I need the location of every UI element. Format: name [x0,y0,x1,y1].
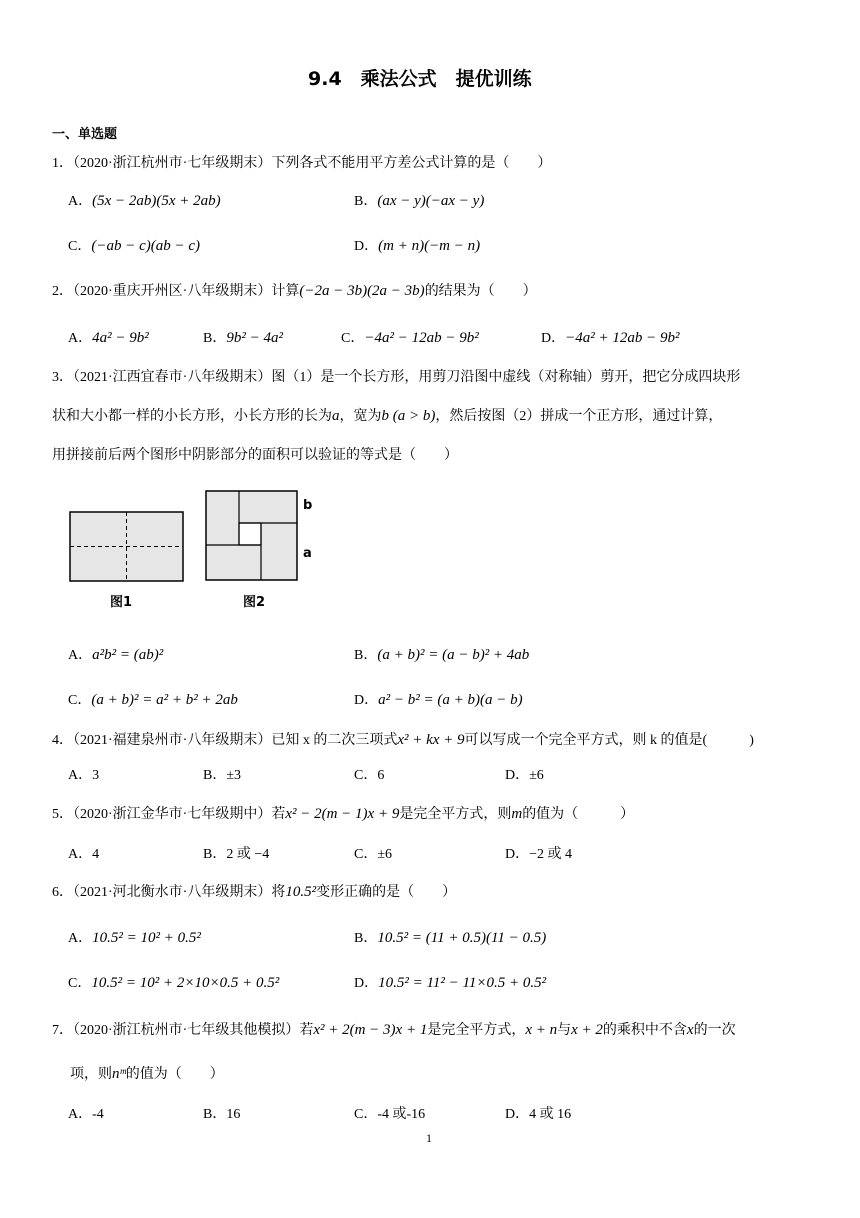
option-expr: (−ab − c)(ab − c) [91,238,201,254]
q1-option-a [68,190,221,210]
q2-option-c [341,327,479,347]
stem-expr: (−2a − 3b)(2a − 3b) [299,283,425,299]
question-5-stem [52,803,634,823]
option-label: B． [354,648,378,663]
question-3-line-2 [52,405,722,425]
stem-text: 项，则 [70,1067,112,1082]
q5-option-b: B．2 或 −4 [203,847,270,862]
question-1-stem: 1．（2020·浙江杭州市·七年级期末）下列各式不能用平方差公式计算的是（ ） [52,156,552,171]
page-title: 9.4 乘法公式 提优训练 [308,68,532,90]
section-heading: 一、单选题 [52,127,118,142]
stem-text: 4．（2021·福建泉州市·八年级期末）已知 x 的二次三项式 [52,733,398,748]
option-expr: (ax − y)(−ax − y) [377,193,485,209]
stem-text: 可以写成一个完全平方式，则 k 的值是( ) [464,733,754,748]
question-3-line-3: 用拼接前后两个图形中阴影部分的面积可以验证的等式是（ ） [52,448,458,463]
q4-option-d: D．±6 [505,768,544,783]
stem-expr: x + 2 [571,1022,603,1038]
q7-option-d: D．4 或 16 [505,1107,572,1122]
option-label: D． [354,693,379,708]
q7-option-b: B．16 [203,1107,241,1122]
option-expr: (a + b)² = (a − b)² + 4ab [377,647,530,663]
stem-text: 的乘积中不含 [602,1023,687,1038]
q6-option-b [354,927,546,947]
q7-option-a: A．-4 [68,1107,104,1122]
q2-option-b [203,327,283,347]
q1-option-d [354,235,480,255]
stem-expr: nᵐ [112,1066,126,1082]
option-label: A． [68,648,93,663]
q3-option-c [68,689,238,709]
q2-option-a [68,327,149,347]
stem-text: 的值为（ ） [522,807,635,822]
option-label: D． [541,331,566,346]
option-label: D． [354,976,379,991]
q5-option-c: C．±6 [354,847,393,862]
figure-2-a-label: a [303,546,312,561]
q6-option-d [354,972,546,992]
question-7-line-2 [70,1063,224,1083]
stem-var: m [511,806,523,822]
stem-var: a [332,408,340,424]
q1-option-b [354,190,484,210]
option-expr: −4a² − 12ab − 9b² [364,330,479,346]
option-label: C． [68,693,92,708]
stem-text: 是完全平方式，则 [399,807,512,822]
stem-text: 的一次 [693,1023,736,1038]
stem-text: 是完全平方式， [427,1023,526,1038]
option-expr: 9b² − 4a² [226,330,283,346]
option-expr: 4a² − 9b² [92,330,149,346]
question-7-line-1 [52,1019,736,1039]
option-expr: a²b² = (ab)² [92,647,164,663]
option-label: C． [68,976,92,991]
q5-option-a: A．4 [68,847,100,862]
question-3-line-1: 3．（2021·江西宜春市·八年级期末）图（1）是一个长方形，用剪刀沿图中虚线（对称轴）剪开，把它分成四块形 [52,370,741,385]
stem-expr: x² + kx + 9 [397,732,465,748]
stem-text: 6．（2021·河北衡水市·八年级期末）将 [52,885,286,900]
q1-option-c [68,235,200,255]
stem-text: 5．（2020·浙江金华市·七年级期中）若 [52,807,286,822]
q4-option-a: A．3 [68,768,100,783]
stem-var: x [686,1022,694,1038]
option-expr: a² − b² = (a + b)(a − b) [378,692,523,708]
q2-option-d [541,327,680,347]
stem-text: 7．（2020·浙江杭州市·七年级其他模拟）若 [52,1023,314,1038]
option-label: A． [68,931,93,946]
figure-1-rectangle [68,510,186,584]
q6-option-a [68,927,201,947]
stem-text: 2．（2020·重庆开州区·八年级期末）计算 [52,284,300,299]
option-expr: (m + n)(−m − n) [378,238,481,254]
option-expr: 10.5² = 11² − 11×0.5 + 0.5² [378,975,547,991]
figure-1-label: 图1 [110,595,133,610]
stem-text: ，宽为 [339,409,382,424]
figure-2-label: 图2 [243,595,266,610]
option-label: C． [68,239,92,254]
question-4-stem [52,729,754,749]
q3-option-d [354,689,523,709]
stem-expr: x² − 2(m − 1)x + 9 [285,806,400,822]
option-label: A． [68,331,93,346]
option-label: B． [203,331,227,346]
q3-option-a [68,644,163,664]
option-label: A． [68,194,93,209]
option-label: D． [354,239,379,254]
q4-option-b: B．±3 [203,768,242,783]
question-6-stem [52,881,456,901]
stem-text: 与 [557,1023,572,1038]
option-expr: (5x − 2ab)(5x + 2ab) [92,193,221,209]
option-label: B． [354,194,378,209]
stem-text: 变形正确的是（ ） [316,885,457,900]
option-expr: −4a² + 12ab − 9b² [565,330,680,346]
figure-2-square [204,489,300,583]
q6-option-c [68,972,279,992]
stem-text: 状和大小都一样的小长方形，小长方形的长为 [52,409,332,424]
stem-text: 的值为（ ） [125,1067,224,1082]
question-2-stem [52,280,537,300]
stem-text: 的结果为（ ） [424,284,537,299]
stem-expr: b (a > b) [381,408,436,424]
option-label: B． [354,931,378,946]
figure-2-b-label: b [303,498,313,513]
figure-2-center-square [239,523,261,545]
page-number: 1 [426,1131,432,1145]
stem-expr: x + n [525,1022,558,1038]
stem-text: ，然后按图（2）拼成一个正方形，通过计算， [435,409,723,424]
option-expr: 10.5² = 10² + 2×10×0.5 + 0.5² [91,975,280,991]
stem-expr: x² + 2(m − 3)x + 1 [313,1022,428,1038]
q5-option-d: D．−2 或 4 [505,847,573,862]
option-expr: 10.5² = (11 + 0.5)(11 − 0.5) [377,930,547,946]
option-expr: (a + b)² = a² + b² + 2ab [91,692,238,708]
option-expr: 10.5² = 10² + 0.5² [92,930,201,946]
option-label: C． [341,331,365,346]
q3-option-b [354,644,529,664]
q4-option-c: C．6 [354,768,385,783]
q7-option-c: C．-4 或-16 [354,1107,426,1122]
stem-expr: 10.5² [285,884,317,900]
